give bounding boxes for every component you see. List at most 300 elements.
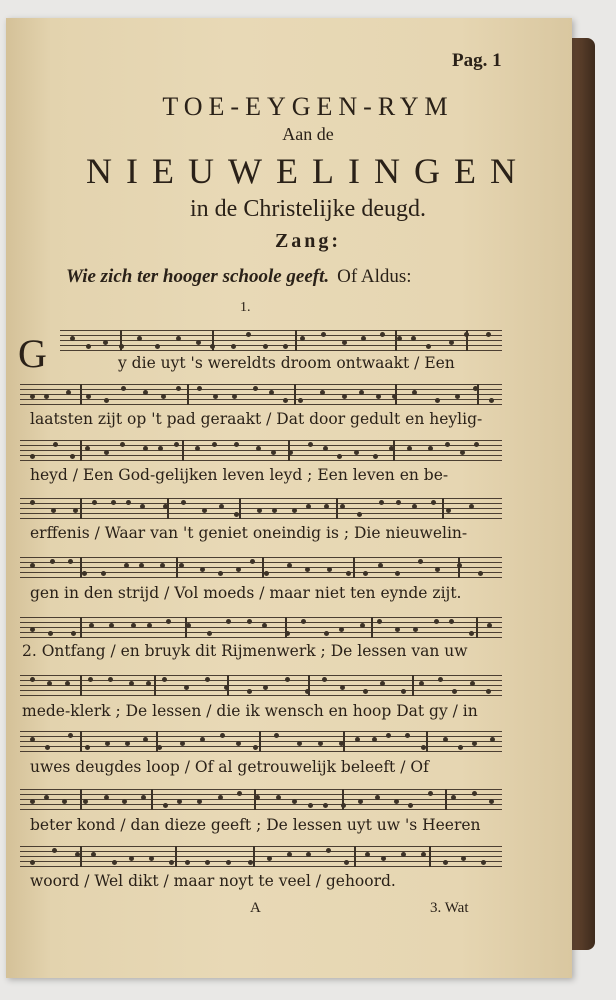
music-note: [62, 799, 67, 804]
bar-line: [308, 675, 310, 696]
music-note: [47, 681, 52, 686]
music-note: [324, 504, 329, 509]
music-note: [449, 340, 454, 345]
music-note: [306, 504, 311, 509]
music-note: [177, 799, 182, 804]
music-note: [197, 386, 202, 391]
music-note: [413, 627, 418, 632]
music-note: [85, 745, 90, 750]
music-note: [305, 567, 310, 572]
music-note: [340, 685, 345, 690]
bar-line: [253, 846, 255, 867]
music-note: [474, 442, 479, 447]
music-note: [401, 689, 406, 694]
music-note: [112, 860, 117, 865]
music-staff: [20, 440, 502, 462]
music-note: [253, 745, 258, 750]
music-note: [446, 508, 451, 513]
music-note: [30, 454, 35, 459]
music-note: [264, 571, 269, 576]
music-note: [326, 848, 331, 853]
music-note: [140, 504, 145, 509]
music-note: [263, 685, 268, 690]
music-note: [460, 450, 465, 455]
music-note: [104, 398, 109, 403]
lyric-line: heyd / Een God-gelijken leven leyd ; Een leven en be-: [30, 466, 449, 484]
music-note: [292, 508, 297, 513]
bar-line: [167, 498, 169, 519]
music-note: [472, 791, 477, 796]
music-note: [358, 799, 363, 804]
music-note: [469, 504, 474, 509]
music-note: [346, 571, 351, 576]
music-note: [323, 446, 328, 451]
bar-line: [395, 330, 397, 351]
music-note: [247, 619, 252, 624]
music-note: [146, 681, 151, 686]
music-note: [200, 567, 205, 572]
music-note: [408, 803, 413, 808]
music-note: [220, 733, 225, 738]
music-note: [237, 791, 242, 796]
music-note: [412, 504, 417, 509]
bar-line: [336, 498, 338, 519]
music-note: [377, 619, 382, 624]
music-note: [66, 390, 71, 395]
music-note: [401, 852, 406, 857]
music-note: [143, 390, 148, 395]
music-note: [320, 390, 325, 395]
music-note: [205, 860, 210, 865]
music-note: [48, 631, 53, 636]
music-note: [143, 446, 148, 451]
music-note: [308, 803, 313, 808]
music-note: [121, 386, 126, 391]
music-note: [397, 336, 402, 341]
verse-number: 1.: [240, 300, 251, 315]
music-note: [83, 799, 88, 804]
music-note: [85, 446, 90, 451]
bar-line: [80, 557, 82, 578]
music-note: [405, 733, 410, 738]
music-note: [70, 454, 75, 459]
music-note: [108, 677, 113, 682]
bar-line: [445, 789, 447, 810]
music-note: [246, 332, 251, 337]
music-note: [337, 454, 342, 459]
music-note: [340, 504, 345, 509]
music-note: [411, 336, 416, 341]
music-note: [68, 733, 73, 738]
music-note: [92, 500, 97, 505]
music-note: [53, 442, 58, 447]
music-note: [105, 741, 110, 746]
music-note: [65, 681, 70, 686]
bar-line: [412, 675, 414, 696]
music-note: [179, 563, 184, 568]
music-note: [421, 852, 426, 857]
music-note: [149, 856, 154, 861]
music-note: [176, 336, 181, 341]
bar-line: [294, 384, 296, 405]
music-note: [380, 332, 385, 337]
music-note: [301, 619, 306, 624]
music-note: [205, 677, 210, 682]
page-number: Pag. 1: [452, 50, 502, 71]
music-note: [200, 737, 205, 742]
music-note: [344, 860, 349, 865]
music-note: [158, 446, 163, 451]
bar-line: [288, 440, 290, 461]
music-note: [257, 508, 262, 513]
music-note: [407, 446, 412, 451]
bar-line: [353, 557, 355, 578]
tune-alt: Of Aldus:: [337, 266, 412, 287]
music-staff: [20, 498, 502, 520]
music-note: [30, 677, 35, 682]
music-note: [104, 450, 109, 455]
music-note: [219, 504, 224, 509]
lyric-line: y die uyt 's wereldts droom ontwaakt / Een: [118, 354, 455, 372]
bar-line: [176, 557, 178, 578]
lyric-line: erffenis / Waar van 't geniet oneindig is ; Die nieuwelin-: [30, 524, 468, 542]
music-staff: [20, 557, 502, 579]
music-note: [487, 623, 492, 628]
music-note: [357, 512, 362, 517]
music-note: [322, 677, 327, 682]
bar-line: [80, 617, 82, 638]
music-staff: [20, 617, 502, 639]
lyric-line: beter kond / dan dieze geeft ; De lessen uyt uw 's Heeren: [30, 816, 481, 834]
music-note: [308, 442, 313, 447]
music-note: [103, 340, 108, 345]
music-note: [30, 563, 35, 568]
music-note: [318, 741, 323, 746]
music-note: [30, 860, 35, 865]
music-note: [86, 394, 91, 399]
lyric-line: gen in den strijd / Vol moeds / maar niet ten eynde zijt.: [30, 584, 462, 602]
bar-line: [175, 846, 177, 867]
music-note: [458, 745, 463, 750]
signature-mark: A: [250, 900, 261, 916]
music-note: [443, 737, 448, 742]
bar-line: [426, 731, 428, 752]
lyric-line: laatsten zijt op 't pad geraakt / Dat door gedult en heylig-: [30, 410, 483, 428]
music-note: [461, 856, 466, 861]
music-note: [287, 852, 292, 857]
bar-line: [466, 330, 468, 351]
music-staff: [20, 789, 502, 811]
music-note: [449, 619, 454, 624]
music-note: [380, 681, 385, 686]
zang-heading: Zang:: [274, 230, 342, 252]
music-note: [355, 737, 360, 742]
bar-line: [154, 675, 156, 696]
music-note: [434, 619, 439, 624]
music-note: [489, 799, 494, 804]
music-note: [139, 563, 144, 568]
bar-line: [182, 440, 184, 461]
music-note: [297, 741, 302, 746]
music-note: [250, 559, 255, 564]
music-staff: [20, 384, 502, 406]
music-note: [452, 689, 457, 694]
music-note: [327, 567, 332, 572]
bar-line: [254, 789, 256, 810]
bar-line: [393, 440, 395, 461]
music-staff: [20, 846, 502, 868]
music-note: [86, 344, 91, 349]
music-note: [169, 860, 174, 865]
music-note: [478, 571, 483, 576]
music-note: [300, 336, 305, 341]
music-note: [143, 737, 148, 742]
music-note: [104, 795, 109, 800]
music-note: [88, 677, 93, 682]
bar-line: [429, 846, 431, 867]
music-note: [212, 442, 217, 447]
music-note: [285, 677, 290, 682]
music-note: [378, 563, 383, 568]
music-note: [180, 741, 185, 746]
music-note: [91, 852, 96, 857]
music-note: [234, 442, 239, 447]
lyric-line: uwes deugdes loop / Of al getrouwelijk beleeft / Of: [30, 758, 429, 776]
music-note: [361, 336, 366, 341]
bar-line: [262, 557, 264, 578]
music-note: [51, 508, 56, 513]
music-note: [490, 737, 495, 742]
music-note: [418, 559, 423, 564]
music-note: [124, 563, 129, 568]
music-note: [122, 799, 127, 804]
bar-line: [285, 617, 287, 638]
music-note: [428, 446, 433, 451]
bar-line: [185, 617, 187, 638]
music-note: [218, 795, 223, 800]
music-note: [263, 344, 268, 349]
music-note: [426, 344, 431, 349]
music-note: [120, 442, 125, 447]
music-note: [30, 500, 35, 505]
music-note: [445, 442, 450, 447]
bar-line: [80, 846, 82, 867]
music-note: [373, 454, 378, 459]
music-note: [160, 563, 165, 568]
title-line-4: in de Christelijke deugd.: [190, 196, 426, 222]
title-line-2: Aan de: [282, 124, 334, 144]
music-note: [274, 733, 279, 738]
music-note: [147, 623, 152, 628]
music-note: [321, 332, 326, 337]
music-note: [207, 631, 212, 636]
music-staff: [20, 731, 502, 753]
bar-line: [442, 498, 444, 519]
music-note: [354, 450, 359, 455]
music-note: [435, 567, 440, 572]
bar-line: [458, 557, 460, 578]
music-note: [162, 677, 167, 682]
bar-line: [187, 384, 189, 405]
music-note: [363, 571, 368, 576]
music-note: [129, 856, 134, 861]
music-note: [431, 500, 436, 505]
music-note: [253, 386, 258, 391]
music-note: [365, 852, 370, 857]
music-note: [68, 559, 73, 564]
music-note: [125, 741, 130, 746]
music-note: [394, 799, 399, 804]
music-note: [469, 631, 474, 636]
bar-line: [477, 384, 479, 405]
music-note: [226, 860, 231, 865]
music-note: [184, 685, 189, 690]
music-note: [438, 677, 443, 682]
music-note: [472, 741, 477, 746]
music-note: [101, 571, 106, 576]
music-note: [185, 860, 190, 865]
music-note: [262, 623, 267, 628]
music-note: [298, 398, 303, 403]
music-note: [381, 856, 386, 861]
music-note: [50, 559, 55, 564]
music-note: [269, 390, 274, 395]
music-note: [44, 795, 49, 800]
tune-name: Wie zich ter hooger schoole geeft.: [66, 266, 330, 287]
music-note: [481, 860, 486, 865]
bar-line: [156, 731, 158, 752]
music-note: [339, 627, 344, 632]
music-note: [360, 623, 365, 628]
music-note: [283, 344, 288, 349]
bar-line: [354, 846, 356, 867]
music-note: [73, 508, 78, 513]
bar-line: [80, 384, 82, 405]
title-line-3: NIEUWELINGEN: [86, 151, 530, 191]
bar-line: [80, 789, 82, 810]
music-note: [342, 394, 347, 399]
music-note: [218, 571, 223, 576]
drop-cap: G: [18, 331, 47, 376]
music-note: [342, 340, 347, 345]
music-note: [161, 394, 166, 399]
music-note: [44, 394, 49, 399]
bar-line: [120, 330, 122, 351]
music-note: [363, 689, 368, 694]
music-note: [323, 803, 328, 808]
music-note: [176, 386, 181, 391]
music-note: [30, 394, 35, 399]
music-note: [359, 390, 364, 395]
music-note: [247, 689, 252, 694]
lyric-line: 2. Ontfang / en bruyk dit Rijmenwerk ; De lessen van uw: [22, 642, 468, 660]
bar-line: [476, 617, 478, 638]
music-note: [129, 681, 134, 686]
music-note: [226, 619, 231, 624]
music-note: [372, 737, 377, 742]
music-note: [181, 500, 186, 505]
music-note: [196, 340, 201, 345]
music-note: [287, 563, 292, 568]
bar-line: [239, 498, 241, 519]
bar-line: [80, 731, 82, 752]
music-note: [109, 623, 114, 628]
music-note: [137, 336, 142, 341]
tune-line: [66, 266, 412, 288]
bar-line: [371, 617, 373, 638]
music-note: [202, 508, 207, 513]
music-note: [231, 344, 236, 349]
music-note: [395, 571, 400, 576]
music-note: [379, 500, 384, 505]
music-note: [435, 398, 440, 403]
music-note: [213, 394, 218, 399]
music-note: [375, 795, 380, 800]
music-note: [30, 627, 35, 632]
music-note: [306, 852, 311, 857]
bar-line: [80, 440, 82, 461]
music-note: [71, 631, 76, 636]
music-note: [451, 795, 456, 800]
bar-line: [295, 330, 297, 351]
bar-line: [151, 789, 153, 810]
music-note: [272, 508, 277, 513]
music-staff: [60, 330, 502, 352]
music-note: [428, 791, 433, 796]
title-line-1: TOE-EYGEN-RYM: [162, 92, 454, 121]
music-note: [376, 394, 381, 399]
music-note: [412, 390, 417, 395]
music-note: [82, 571, 87, 576]
music-note: [236, 567, 241, 572]
music-note: [386, 733, 391, 738]
music-note: [30, 737, 35, 742]
music-note: [195, 446, 200, 451]
music-note: [197, 799, 202, 804]
music-note: [155, 344, 160, 349]
music-note: [292, 799, 297, 804]
music-note: [131, 623, 136, 628]
music-note: [111, 500, 116, 505]
bar-line: [80, 498, 82, 519]
music-note: [70, 336, 75, 341]
music-note: [267, 856, 272, 861]
music-note: [276, 795, 281, 800]
music-note: [283, 398, 288, 403]
music-note: [126, 500, 131, 505]
bar-line: [343, 731, 345, 752]
bar-line: [212, 330, 214, 351]
catchword: 3. Wat: [430, 900, 469, 916]
lyric-line: mede-klerk ; De lessen / die ik wensch en hoop Dat gy / in: [22, 702, 478, 720]
music-note: [174, 442, 179, 447]
bar-line: [80, 675, 82, 696]
music-note: [324, 631, 329, 636]
bar-line: [259, 731, 261, 752]
music-note: [470, 681, 475, 686]
music-note: [419, 681, 424, 686]
music-note: [141, 795, 146, 800]
music-note: [486, 332, 491, 337]
music-note: [395, 627, 400, 632]
music-note: [89, 623, 94, 628]
music-staff: [20, 675, 502, 697]
music-note: [52, 848, 57, 853]
music-note: [163, 803, 168, 808]
music-note: [455, 394, 460, 399]
music-note: [45, 745, 50, 750]
bar-line: [227, 675, 229, 696]
